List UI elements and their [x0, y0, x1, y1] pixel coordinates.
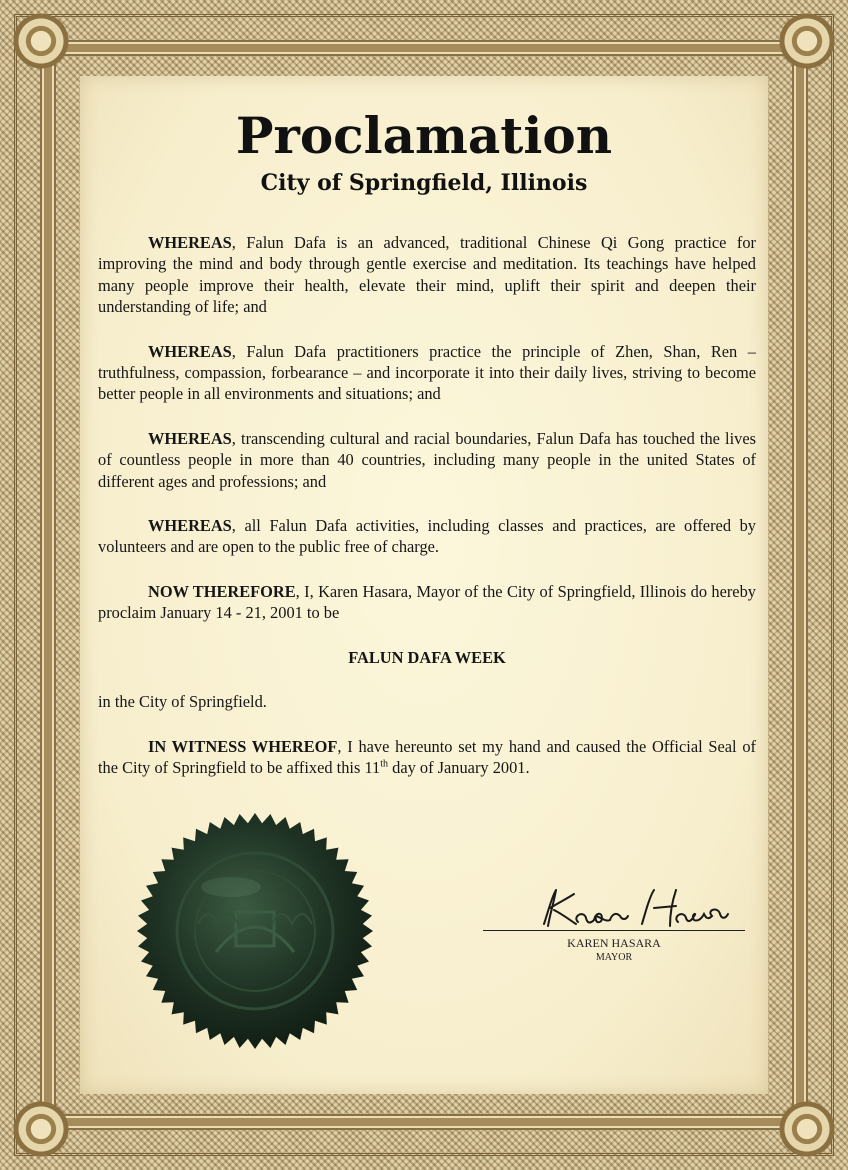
paragraph-text: , transcending cultural and racial boundaries, Falun Dafa has touched the lives of countless people in more than 40 countries, including many people in the united States of different ages and professions; and	[98, 428, 756, 491]
witness-paragraph	[98, 736, 756, 779]
corner-ornament-icon	[772, 6, 842, 76]
proclaimed-event: FALUN DAFA WEEK	[348, 647, 506, 667]
corner-ornament-icon	[6, 6, 76, 76]
whereas-paragraph	[98, 428, 756, 492]
paragraph-text: day of January 2001.	[388, 757, 530, 777]
paragraph-lead: WHEREAS	[148, 233, 232, 252]
paragraph-text: , I, Karen Hasara, Mayor of the City of Springfield, Illinois do hereby proclaim January 14 - 21, 2001 to be	[98, 581, 756, 623]
paragraph-lead: IN WITNESS WHEREOF	[148, 736, 338, 756]
city-subtitle: City of Springfield, Illinois	[260, 170, 588, 196]
signatory-name: KAREN HASARA	[567, 936, 661, 950]
now-therefore-paragraph	[98, 581, 756, 624]
paragraph-lead: WHEREAS	[148, 341, 232, 361]
paragraph-text: , Falun Dafa practitioners practice the principle of Zhen, Shan, Ren – truthfulness, compassion, forbearance – and incorporate it into their daily lives, striving to become better people in all environments and situations; and	[98, 341, 756, 404]
signatory-title: MAYOR	[595, 952, 633, 963]
paragraph-text: , Falun Dafa is an advanced, traditional Chinese Qi Gong practice for improving the mind and body through gentle exercise and meditation. Its teachings have helped many people improve their health, elevate their mind, uplift their spirit and deepen their understanding of life; and	[98, 233, 756, 317]
paragraph-text: , I have hereunto set my hand and caused the Official Seal of the City of Springfield to be affixed this 11	[98, 736, 756, 777]
corner-ornament-icon	[6, 1094, 76, 1164]
paragraph-lead: NOW THEREFORE	[148, 581, 296, 601]
handwritten-signature-icon	[530, 884, 740, 932]
ordinal-suffix: th	[380, 758, 389, 770]
paragraph-lead: WHEREAS	[148, 516, 232, 536]
whereas-paragraph	[98, 232, 756, 318]
location-line: in the City of Springfield.	[98, 692, 267, 712]
official-seal-icon	[136, 812, 374, 1050]
paragraph-text: , all Falun Dafa activities, including classes and practices, are offered by volunteers and are open to the public free of charge.	[98, 516, 756, 557]
proclamation-title: Proclamation	[235, 106, 613, 165]
whereas-paragraph	[98, 341, 756, 405]
proclamation-body	[98, 232, 756, 801]
corner-ornament-icon	[772, 1094, 842, 1164]
whereas-paragraph	[98, 515, 756, 558]
signature-line	[483, 930, 745, 931]
paragraph-lead: WHEREAS	[148, 428, 232, 448]
